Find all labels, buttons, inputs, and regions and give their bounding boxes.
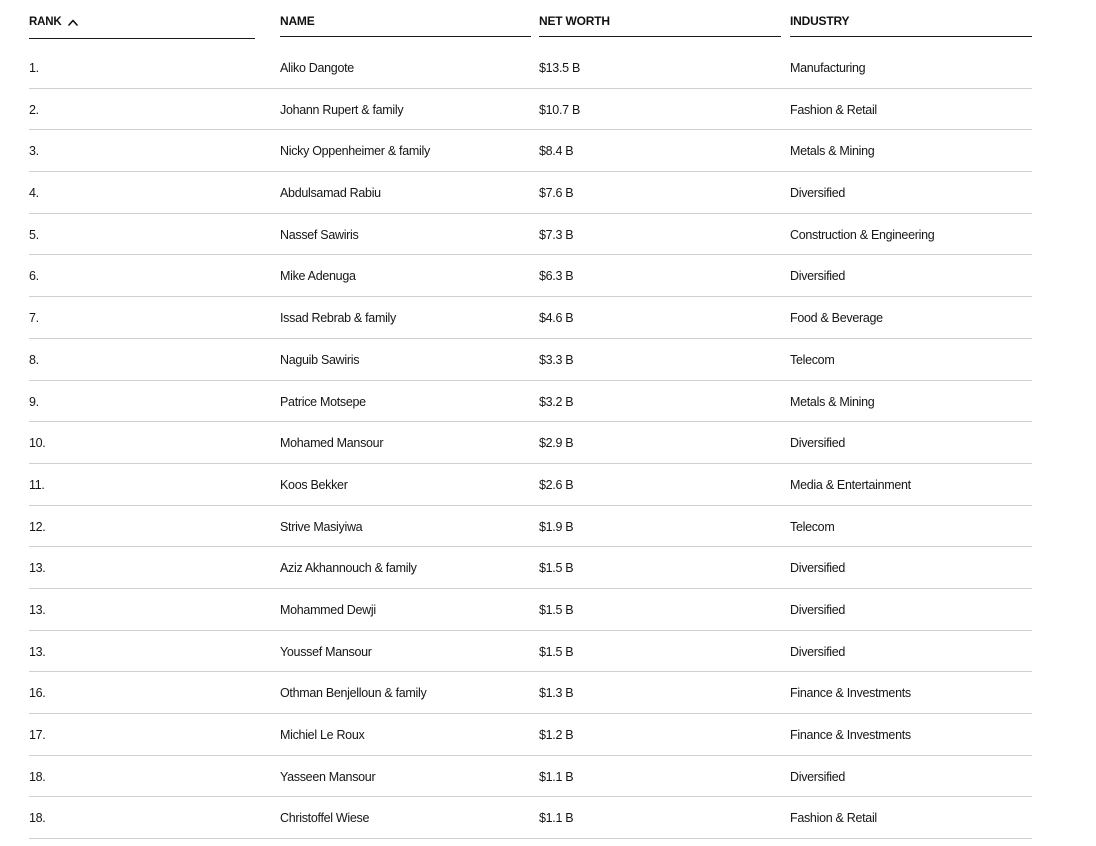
chevron-up-icon[interactable]: [68, 17, 78, 29]
industry-cell: Diversified: [790, 602, 846, 617]
rank-cell: 13.: [29, 644, 46, 659]
net-worth-cell: $1.1 B: [539, 769, 574, 784]
name-cell[interactable]: Mohammed Dewji: [280, 602, 376, 617]
name-cell[interactable]: Patrice Motsepe: [280, 394, 366, 409]
industry-cell: Metals & Mining: [790, 394, 875, 409]
table-row[interactable]: [29, 547, 1032, 589]
name-cell[interactable]: Othman Benjelloun & family: [280, 686, 427, 701]
rank-cell: 17.: [29, 728, 46, 742]
name-cell[interactable]: Christoffel Wiese: [280, 811, 370, 826]
industry-cell: Finance & Investments: [790, 686, 911, 701]
table-row[interactable]: [29, 464, 1032, 506]
net-worth-cell: $1.1 B: [539, 811, 574, 826]
table-row[interactable]: [29, 89, 1032, 131]
table-row[interactable]: [29, 47, 1032, 89]
industry-cell: Diversified: [790, 769, 846, 784]
industry-cell: Fashion & Retail: [790, 102, 877, 117]
table-row[interactable]: [29, 714, 1032, 756]
rank-cell: 3.: [29, 144, 39, 159]
net-worth-cell: $1.9 B: [539, 519, 574, 534]
industry-column-header[interactable]: [790, 0, 1032, 37]
name-cell[interactable]: Issad Rebrab & family: [280, 311, 396, 326]
rank-cell: 11.: [29, 477, 45, 492]
rank-cell: 12.: [29, 519, 46, 534]
net-worth-cell: $8.4 B: [539, 144, 574, 159]
industry-cell: Diversified: [790, 561, 846, 576]
table-row[interactable]: [29, 506, 1032, 548]
table-row[interactable]: [29, 672, 1032, 714]
industry-cell: Construction & Engineering: [790, 227, 935, 242]
table-row[interactable]: [29, 339, 1032, 381]
rank-cell: 5.: [29, 227, 39, 242]
table-body: [29, 47, 1032, 839]
rank-cell: 9.: [29, 394, 39, 409]
table-row[interactable]: [29, 255, 1032, 297]
name-header-label[interactable]: NAME: [280, 14, 315, 28]
industry-cell: Metals & Mining: [790, 144, 875, 159]
industry-cell: Diversified: [790, 644, 846, 659]
table-row[interactable]: [29, 631, 1032, 673]
industry-cell: Finance & Investments: [790, 728, 911, 742]
table-row[interactable]: [29, 756, 1032, 798]
industry-cell: Diversified: [790, 436, 846, 451]
net-worth-header-label[interactable]: NET WORTH: [539, 14, 610, 28]
table-row[interactable]: [29, 214, 1032, 256]
table-row[interactable]: [29, 172, 1032, 214]
net-worth-cell: $1.5 B: [539, 561, 574, 576]
name-cell[interactable]: Abdulsamad Rabiu: [280, 186, 381, 201]
rank-cell: 7.: [29, 311, 39, 326]
rank-column-header[interactable]: [29, 0, 255, 39]
name-cell[interactable]: Nassef Sawiris: [280, 227, 359, 242]
table-row[interactable]: [29, 422, 1032, 464]
net-worth-cell: $2.9 B: [539, 436, 574, 451]
industry-header-label[interactable]: INDUSTRY: [790, 14, 850, 28]
rank-header-label[interactable]: RANK: [29, 16, 62, 28]
industry-cell: Diversified: [790, 186, 846, 201]
net-worth-cell: $2.6 B: [539, 477, 574, 492]
table-row[interactable]: [29, 381, 1032, 423]
table-row[interactable]: [29, 297, 1032, 339]
industry-cell: Media & Entertainment: [790, 477, 911, 492]
net-worth-cell: $3.3 B: [539, 352, 574, 367]
industry-cell: Food & Beverage: [790, 311, 883, 326]
rank-cell: 16.: [29, 686, 46, 701]
rank-cell: 8.: [29, 352, 39, 367]
net-worth-cell: $10.7 B: [539, 102, 580, 117]
name-cell[interactable]: Strive Masiyiwa: [280, 519, 363, 534]
rank-cell: 1.: [29, 61, 39, 75]
name-cell[interactable]: Johann Rupert & family: [280, 102, 404, 117]
industry-cell: Fashion & Retail: [790, 811, 877, 826]
name-cell[interactable]: Youssef Mansour: [280, 644, 372, 659]
industry-cell: Diversified: [790, 269, 846, 284]
net-worth-cell: $13.5 B: [539, 61, 580, 75]
net-worth-cell: $6.3 B: [539, 269, 574, 284]
net-worth-cell: $1.2 B: [539, 728, 574, 742]
name-cell[interactable]: Aliko Dangote: [280, 61, 354, 75]
name-cell[interactable]: Michiel Le Roux: [280, 728, 365, 742]
table-row[interactable]: [29, 797, 1032, 839]
net-worth-cell: $4.6 B: [539, 311, 574, 326]
net-worth-cell: $1.5 B: [539, 644, 574, 659]
net-worth-column-header[interactable]: [539, 0, 781, 37]
name-cell[interactable]: Mohamed Mansour: [280, 436, 384, 451]
rank-cell: 2.: [29, 102, 39, 117]
rank-cell: 18.: [29, 769, 46, 784]
rank-cell: 6.: [29, 269, 39, 284]
name-cell[interactable]: Koos Bekker: [280, 477, 348, 492]
table-row[interactable]: [29, 130, 1032, 172]
name-cell[interactable]: Mike Adenuga: [280, 269, 356, 284]
net-worth-cell: $7.3 B: [539, 227, 574, 242]
name-cell[interactable]: Aziz Akhannouch & family: [280, 561, 417, 576]
name-cell[interactable]: Nicky Oppenheimer & family: [280, 144, 430, 159]
rank-cell: 10.: [29, 436, 46, 451]
name-column-header[interactable]: [280, 0, 531, 37]
table-header: [29, 0, 1032, 39]
rank-cell: 18.: [29, 811, 46, 826]
rank-cell: 4.: [29, 186, 39, 201]
net-worth-cell: $1.5 B: [539, 602, 574, 617]
rank-cell: 13.: [29, 602, 46, 617]
name-cell[interactable]: Yasseen Mansour: [280, 769, 376, 784]
net-worth-cell: $3.2 B: [539, 394, 574, 409]
name-cell[interactable]: Naguib Sawiris: [280, 352, 360, 367]
billionaires-table: [29, 0, 1032, 826]
net-worth-cell: $7.6 B: [539, 186, 574, 201]
industry-cell: Manufacturing: [790, 61, 866, 75]
industry-cell: Telecom: [790, 352, 835, 367]
industry-cell: Telecom: [790, 519, 835, 534]
net-worth-cell: $1.3 B: [539, 686, 574, 701]
chevron-up-icon-svg: [68, 19, 78, 26]
table-row[interactable]: [29, 589, 1032, 631]
rank-cell: 13.: [29, 561, 46, 576]
